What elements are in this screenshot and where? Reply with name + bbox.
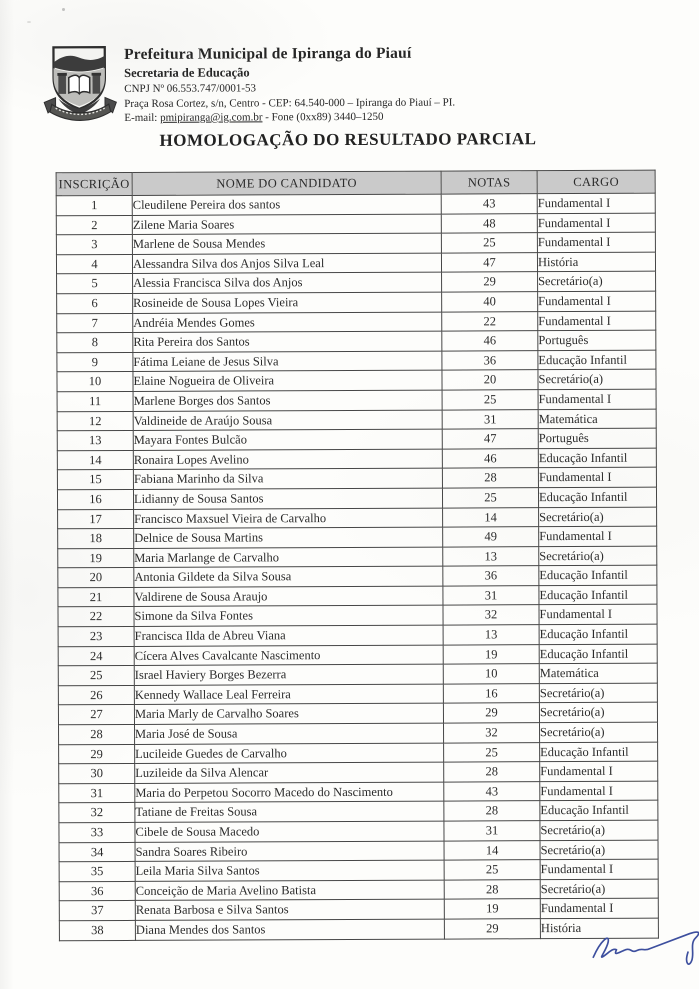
cell-cargo: Educação Infantil: [539, 585, 657, 605]
cell-inscricao: 25: [58, 666, 134, 686]
cell-notas: 20: [442, 370, 538, 390]
cell-nome: Conceição de Maria Avelino Batista: [135, 880, 444, 901]
cell-nome: Luzileide da Silva Alencar: [135, 762, 444, 783]
cell-nome: Cleudilene Pereira dos santos: [132, 194, 441, 215]
cell-cargo: Fundamental I: [538, 311, 656, 331]
cell-inscricao: 28: [59, 724, 135, 744]
cell-nome: Ronaira Lopes Avelino: [133, 449, 442, 470]
table-row: [57, 370, 656, 392]
cell-nome: Fátima Leiane de Jesus Silva: [133, 351, 442, 372]
document-title: HOMOLOGAÇÃO DO RESULTADO PARCIAL: [159, 129, 537, 150]
cell-nome: Maria do Perpetou Socorro Macedo do Nascimento: [135, 782, 444, 803]
table-row: [58, 683, 657, 705]
cell-inscricao: 16: [57, 489, 133, 509]
cell-nome: Elaine Nogueira de Oliveira: [133, 370, 442, 391]
cell-notas: 28: [444, 762, 540, 782]
cell-notas: 31: [444, 821, 540, 841]
cell-cargo: Secretário(a): [539, 703, 657, 723]
table-row: [56, 193, 655, 215]
cell-inscricao: 36: [59, 881, 135, 901]
cell-inscricao: 27: [58, 705, 134, 725]
cell-nome: Alessandra Silva dos Anjos Silva Leal: [132, 253, 441, 274]
col-header-notas: NOTAS: [441, 171, 537, 194]
cell-inscricao: 21: [58, 587, 134, 607]
cell-inscricao: 23: [58, 627, 134, 647]
cell-notas: 22: [442, 311, 538, 331]
table-row: [59, 840, 658, 862]
cell-nome: Antonia Gildete da Silva Sousa: [134, 566, 443, 587]
cell-inscricao: 3: [56, 235, 132, 255]
cell-nome: Andréia Mendes Gomes: [133, 312, 442, 333]
cell-notas: 43: [441, 194, 537, 214]
cell-inscricao: 17: [58, 509, 134, 529]
cell-nome: Tatiane de Freitas Sousa: [135, 801, 444, 822]
cell-notas: 46: [442, 331, 538, 351]
cell-cargo: Fundamental I: [539, 526, 657, 546]
cell-cargo: Matemática: [538, 409, 656, 429]
cell-notas: 32: [443, 723, 539, 743]
table-row: [56, 232, 655, 254]
table-row: [57, 467, 656, 489]
cell-cargo: Secretário(a): [539, 507, 657, 527]
cell-notas: 29: [443, 703, 539, 723]
cell-nome: Alessia Francisca Silva dos Anjos: [133, 272, 442, 293]
cell-cargo: Educação Infantil: [539, 644, 657, 664]
cell-cargo: Secretário(a): [540, 879, 658, 899]
cell-inscricao: 35: [59, 862, 135, 882]
cell-cargo: Educação Infantil: [538, 350, 656, 370]
table-row: [57, 291, 656, 313]
contact-line: [124, 110, 455, 126]
table-row: [59, 761, 658, 783]
table-row: [59, 859, 658, 881]
table-row: [57, 409, 656, 431]
department-name: Secretaria de Educação: [124, 65, 250, 80]
cell-nome: Marlene Borges dos Santos: [133, 390, 442, 411]
cell-inscricao: 31: [59, 783, 135, 803]
cell-nome: Valdineide de Araújo Sousa: [133, 410, 442, 431]
cell-notas: 47: [442, 429, 538, 449]
cell-notas: 46: [442, 448, 538, 468]
cell-notas: 28: [444, 879, 540, 899]
cell-nome: Lucileide Guedes de Carvalho: [135, 743, 444, 764]
table-row: [59, 820, 658, 842]
table-row: [58, 605, 657, 627]
table-row: [58, 565, 657, 587]
cell-notas: 29: [442, 272, 538, 292]
table-row: [57, 330, 656, 352]
cell-cargo: Fundamental I: [537, 213, 655, 233]
cell-notas: 13: [443, 546, 539, 566]
cell-cargo: Secretário(a): [539, 546, 657, 566]
cell-cargo: Secretário(a): [539, 722, 657, 742]
results-table: [56, 170, 659, 941]
cell-cargo: Secretário(a): [540, 840, 658, 860]
cell-inscricao: 12: [57, 411, 133, 431]
cell-inscricao: 7: [57, 313, 133, 333]
table-row: [59, 781, 658, 803]
cell-inscricao: 32: [59, 803, 135, 823]
table-body: [56, 193, 658, 940]
cell-cargo: Português: [538, 330, 656, 350]
cell-nome: Sandra Soares Ribeiro: [135, 841, 444, 862]
table-row: [58, 663, 657, 685]
cell-inscricao: 14: [57, 450, 133, 470]
table-row: [59, 722, 658, 744]
cell-notas: 31: [442, 409, 538, 429]
cell-nome: Lidianny de Sousa Santos: [133, 488, 442, 509]
cell-cargo: Fundamental I: [538, 291, 656, 311]
cell-cargo: Matemática: [539, 663, 657, 683]
cell-inscricao: 1: [56, 195, 132, 215]
email-address: pmipiranga@ig.com.br: [160, 111, 263, 124]
cell-notas: 13: [443, 625, 539, 645]
cell-nome: Maria José de Sousa: [135, 723, 444, 744]
cell-inscricao: 19: [58, 548, 134, 568]
table-row: [58, 624, 657, 646]
cell-nome: Delnice de Sousa Martins: [134, 527, 443, 548]
table-row: [57, 350, 656, 372]
cell-inscricao: 13: [57, 431, 133, 451]
table-row: [57, 428, 656, 450]
table-row: [59, 879, 658, 901]
cell-inscricao: 6: [57, 293, 133, 313]
cell-notas: 47: [441, 252, 537, 272]
table-row: [59, 801, 658, 823]
table-row: [57, 448, 656, 470]
cell-cargo: Educação Infantil: [540, 801, 658, 821]
address-line: Praça Rosa Cortez, s/n, Centro - CEP: 64.540-000 – Ipiranga do Piauí – PI.: [124, 96, 456, 110]
cell-inscricao: 15: [57, 470, 133, 490]
cell-notas: 49: [443, 527, 539, 547]
cell-nome: Leila Maria Silva Santos: [135, 860, 444, 881]
cell-nome: Fabiana Marinho da Silva: [133, 468, 442, 489]
table-row: [56, 252, 655, 274]
cell-inscricao: 26: [58, 685, 134, 705]
cell-notas: 25: [442, 488, 538, 508]
cell-notas: 32: [443, 605, 539, 625]
table-row: [57, 389, 656, 411]
cell-notas: 43: [444, 781, 540, 801]
signature-icon: [584, 918, 699, 977]
cell-inscricao: 20: [58, 568, 134, 588]
cell-cargo: História: [540, 918, 658, 938]
cell-notas: 31: [443, 586, 539, 606]
cell-inscricao: 38: [59, 920, 135, 940]
cell-notas: 28: [444, 801, 540, 821]
cell-nome: Francisco Maxsuel Vieira de Carvalho: [134, 508, 443, 529]
table-header-row: [56, 170, 655, 196]
cell-cargo: Português: [538, 428, 656, 448]
cell-notas: 36: [443, 566, 539, 586]
cell-inscricao: 34: [59, 842, 135, 862]
cell-inscricao: 22: [58, 607, 134, 627]
cell-cargo: Fundamental I: [539, 605, 657, 625]
cell-nome: Israel Haviery Borges Bezerra: [134, 664, 443, 685]
cell-notas: 25: [442, 390, 538, 410]
cell-cargo: Fundamental I: [540, 899, 658, 919]
cell-notas: 28: [442, 468, 538, 488]
cell-cargo: Fundamental I: [540, 761, 658, 781]
cell-nome: Rita Pereira dos Santos: [133, 331, 442, 352]
col-header-inscricao: INSCRIÇÃO: [56, 172, 132, 195]
cnpj-line: CNPJ Nº 06.553.747/0001-53: [124, 82, 257, 95]
cell-notas: 16: [443, 684, 539, 704]
cell-cargo: Secretário(a): [539, 683, 657, 703]
table-row: [58, 644, 657, 666]
table-row: [58, 507, 657, 529]
cell-nome: Valdirene de Sousa Araujo: [134, 586, 443, 607]
col-header-cargo: CARGO: [537, 170, 655, 194]
table-row: [58, 585, 657, 607]
cell-notas: 10: [443, 664, 539, 684]
table-row: [57, 311, 656, 333]
cell-inscricao: 5: [57, 274, 133, 294]
cell-nome: Simone da Silva Fontes: [134, 606, 443, 627]
cell-notas: 19: [444, 899, 540, 919]
table-row: [58, 546, 657, 568]
cell-notas: 25: [444, 742, 540, 762]
letterhead: [42, 42, 455, 130]
cell-cargo: Educação Infantil: [539, 565, 657, 585]
cell-inscricao: 33: [59, 822, 135, 842]
cell-notas: 40: [442, 292, 538, 312]
cell-cargo: Educação Infantil: [538, 487, 656, 507]
cell-inscricao: 4: [56, 254, 132, 274]
phone-text: - Fone (0xx89) 3440–1250: [262, 110, 384, 124]
org-name: Prefeitura Municipal de Ipiranga do Piauí: [124, 44, 412, 63]
table-row: [58, 703, 657, 725]
cell-nome: Diana Mendes dos Santos: [135, 919, 444, 940]
cell-notas: 48: [441, 213, 537, 233]
cell-inscricao: 37: [59, 901, 135, 921]
table-row: [56, 213, 655, 235]
table-row: [58, 526, 657, 548]
cell-nome: Maria Marly de Carvalho Soares: [134, 704, 443, 725]
cell-nome: Zilene Maria Soares: [132, 214, 441, 235]
cell-cargo: Fundamental I: [540, 781, 658, 801]
cell-nome: Marlene de Sousa Mendes: [132, 233, 441, 254]
cell-inscricao: 2: [56, 215, 132, 235]
cell-inscricao: 29: [59, 744, 135, 764]
cell-inscricao: 11: [57, 391, 133, 411]
cell-nome: Maria Marlange de Carvalho: [134, 547, 443, 568]
table-row: [59, 899, 658, 921]
cell-inscricao: 18: [58, 529, 134, 549]
cell-nome: Kennedy Wallace Leal Ferreira: [134, 684, 443, 705]
cell-notas: 29: [444, 919, 540, 939]
cell-nome: Renata Barbosa e Silva Santos: [135, 899, 444, 920]
cell-inscricao: 24: [58, 646, 134, 666]
cell-cargo: História: [537, 252, 655, 272]
email-label: E-mail:: [124, 111, 161, 124]
cell-cargo: Fundamental I: [537, 193, 655, 213]
cell-notas: 14: [444, 840, 540, 860]
cell-cargo: Secretário(a): [538, 370, 656, 390]
cell-nome: Francisca Ilda de Abreu Viana: [134, 625, 443, 646]
cell-inscricao: 9: [57, 352, 133, 372]
cell-notas: 19: [443, 644, 539, 664]
cell-cargo: Educação Infantil: [540, 742, 658, 762]
cell-inscricao: 30: [59, 764, 135, 784]
cell-notas: 14: [443, 507, 539, 527]
cell-cargo: Fundamental I: [538, 389, 656, 409]
municipal-coat-of-arms-icon: [42, 43, 118, 129]
col-header-nome: NOME DO CANDIDATO: [132, 171, 441, 195]
cell-cargo: Fundamental I: [537, 232, 655, 252]
table-row: [59, 918, 658, 940]
cell-notas: 25: [441, 233, 537, 253]
cell-inscricao: 10: [57, 372, 133, 392]
cell-nome: Cibele de Sousa Macedo: [135, 821, 444, 842]
table-row: [57, 272, 656, 294]
cell-nome: Rosineide de Sousa Lopes Vieira: [133, 292, 442, 313]
table-row: [59, 742, 658, 764]
table-row: [57, 487, 656, 509]
cell-notas: 36: [442, 350, 538, 370]
cell-cargo: Secretário(a): [540, 820, 658, 840]
cell-nome: Cícera Alves Cavalcante Nascimento: [134, 645, 443, 666]
cell-nome: Mayara Fontes Bulcão: [133, 429, 442, 450]
cell-cargo: Fundamental I: [540, 859, 658, 879]
cell-inscricao: 8: [57, 333, 133, 353]
cell-cargo: Educação Infantil: [539, 624, 657, 644]
cell-cargo: Educação Infantil: [538, 448, 656, 468]
cell-cargo: Secretário(a): [538, 272, 656, 292]
cell-cargo: Fundamental I: [538, 467, 656, 487]
cell-notas: 25: [444, 860, 540, 880]
